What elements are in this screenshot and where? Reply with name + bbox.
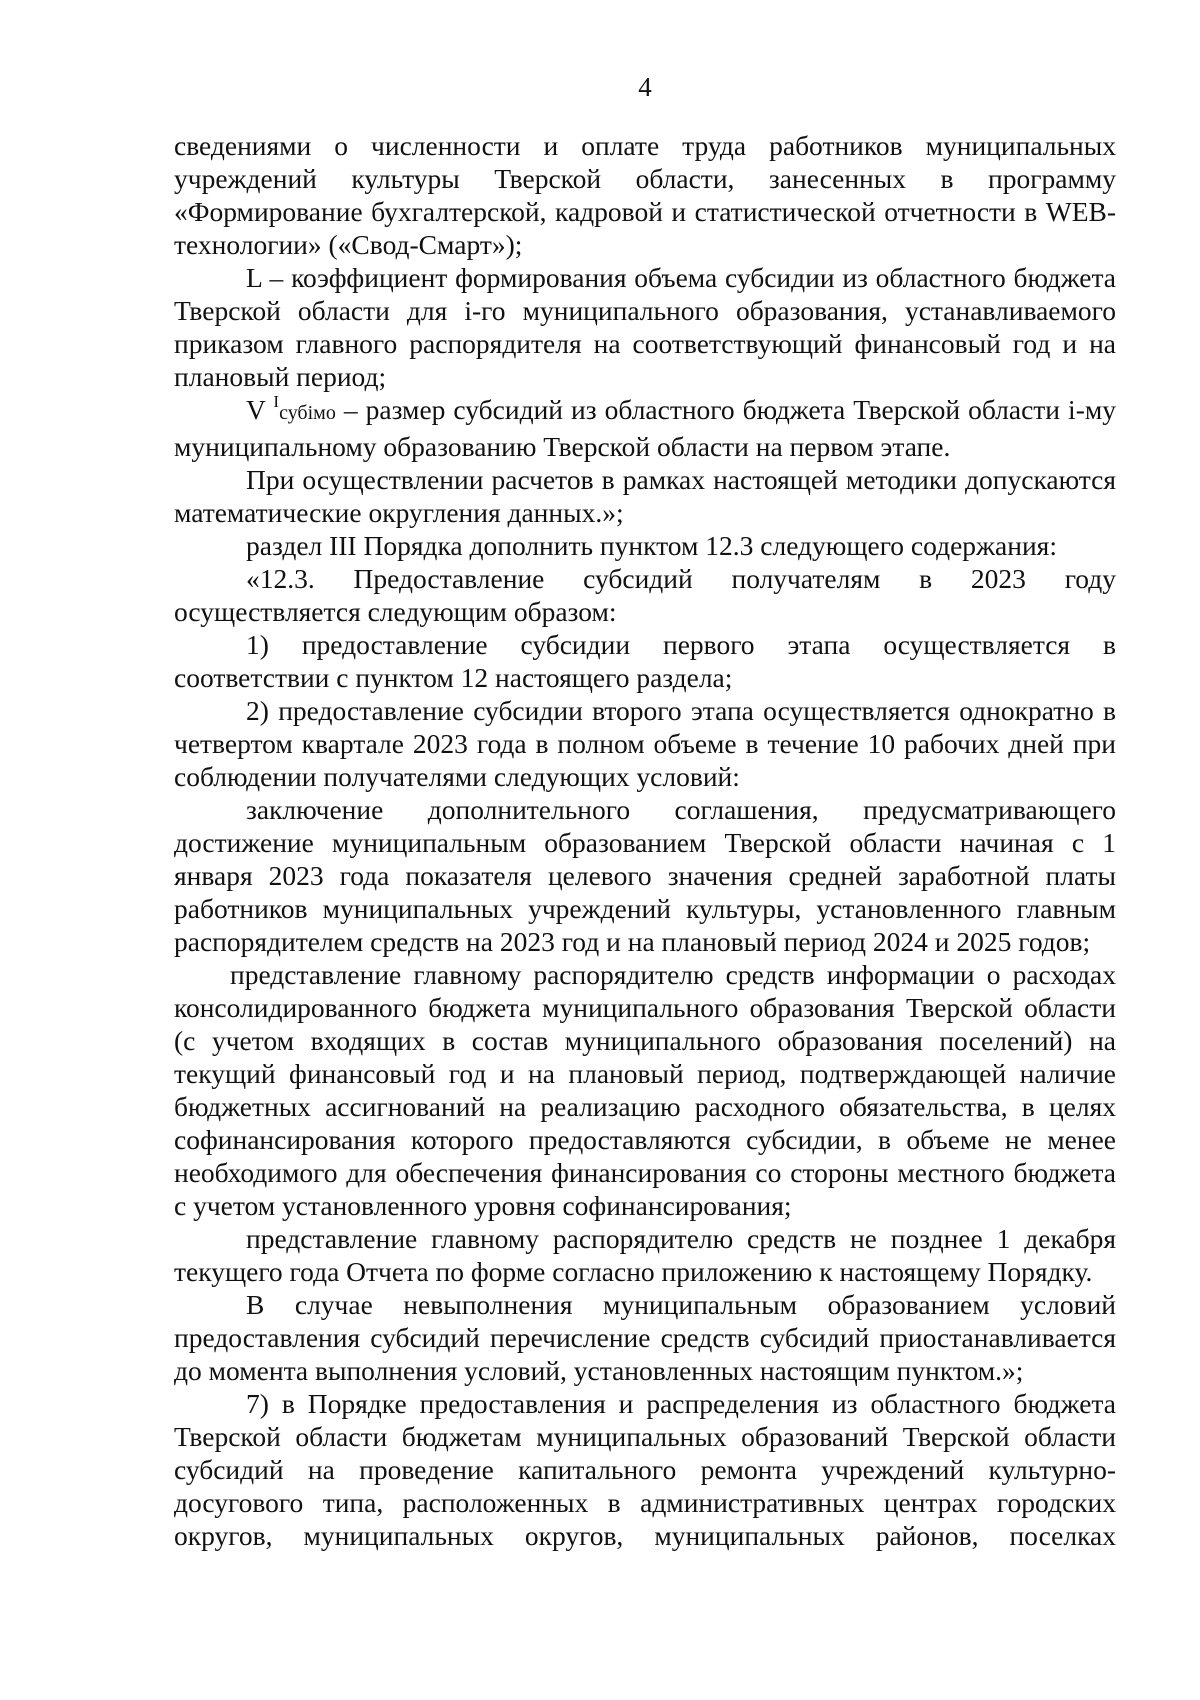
paragraph-5: раздел III Порядка дополнить пунктом 12.3 следующего содержания: [246, 530, 1057, 561]
formula-description: – размер субсидий из областного бюджета Тверской области i-му муниципальному образованию Тверской области на первом этапе. [174, 394, 1117, 462]
paragraph-8: 2) предоставление субсидии второго этапа осуществляется однократно в четвертом квартале 2023 года в полном объеме в течение 10 рабочих дней при соблюдении получателями следующих условий: [174, 695, 1116, 792]
paragraph-9: заключение дополнительного соглашения, предусматривающего достижение муниципальным образованием Тверской области начиная с 1 января 2023 года показателя целевого значения средней заработной платы работников муниципальных учреждений культуры, установленного главным распорядителем средств на 2023 год и на плановый период 2024 и 2025 годов; [174, 794, 1116, 957]
page-number: 4 [638, 72, 652, 102]
paragraph-4: При осуществлении расчетов в рамках настоящей методики допускаются математические округления данных.»; [174, 464, 1116, 528]
formula-superscript: I [273, 392, 280, 411]
paragraph-1: сведениями о численности и оплате труда работников муниципальных учреждений культуры Тверской области, занесенных в программу «Формирование бухгалтерской, кадровой и статистической отчетности в WEB-технологии» («Свод-Смарт»); [174, 130, 1116, 260]
paragraph-7: 1) предоставление субсидии первого этапа осуществляется в соответствии с пунктом 12 настоящего раздела; [174, 629, 1116, 693]
formula-variable: V [246, 394, 266, 425]
paragraph-13: 7) в Порядке предоставления и распределения из областного бюджета Тверской области бюджетам муниципальных образований Тверской области субсидий на проведение капитального ремонта учреждений культурно-досугового типа, расположенных в административных центрах городских округов, муниципальных округов, муниципальных районов, поселках [174, 1388, 1116, 1551]
paragraph-6: «12.3. Предоставление субсидий получателям в 2023 году осуществляется следующим образом: [174, 563, 1116, 627]
paragraph-12: В случае невыполнения муниципальным образованием условий предоставления субсидий перечисление средств субсидий приостанавливается до момента выполнения условий, установленных настоящим пунктом.»; [174, 1289, 1116, 1386]
paragraph-11: представление главному распорядителю средств не позднее 1 декабря текущего года Отчета по форме согласно приложению к настоящему Порядку. [174, 1223, 1116, 1287]
document-body [174, 129, 1116, 1552]
paragraph-10: представление главному распорядителю средств информации о расходах консолидированного бюджета муниципального образования Тверской области (с учетом входящих в состав муниципального образования поселений) на текущий финансовый год и на плановый период, подтверждающей наличие бюджетных ассигнований на реализацию расходного обязательства, в целях софинансирования которого предоставляются субсидии, в объеме не менее необходимого для обеспечения финансирования со стороны местного бюджета с учетом установленного уровня софинансирования; [174, 959, 1116, 1221]
formula-subscript: субiмо [279, 402, 336, 424]
paragraph-3 [174, 393, 1116, 463]
paragraph-2: L – коэффициент формирования объема субсидии из областного бюджета Тверской области для i-го муниципального образования, устанавливаемого приказом главного распорядителя на соответствующий финансовый год и на плановый период; [174, 262, 1116, 392]
